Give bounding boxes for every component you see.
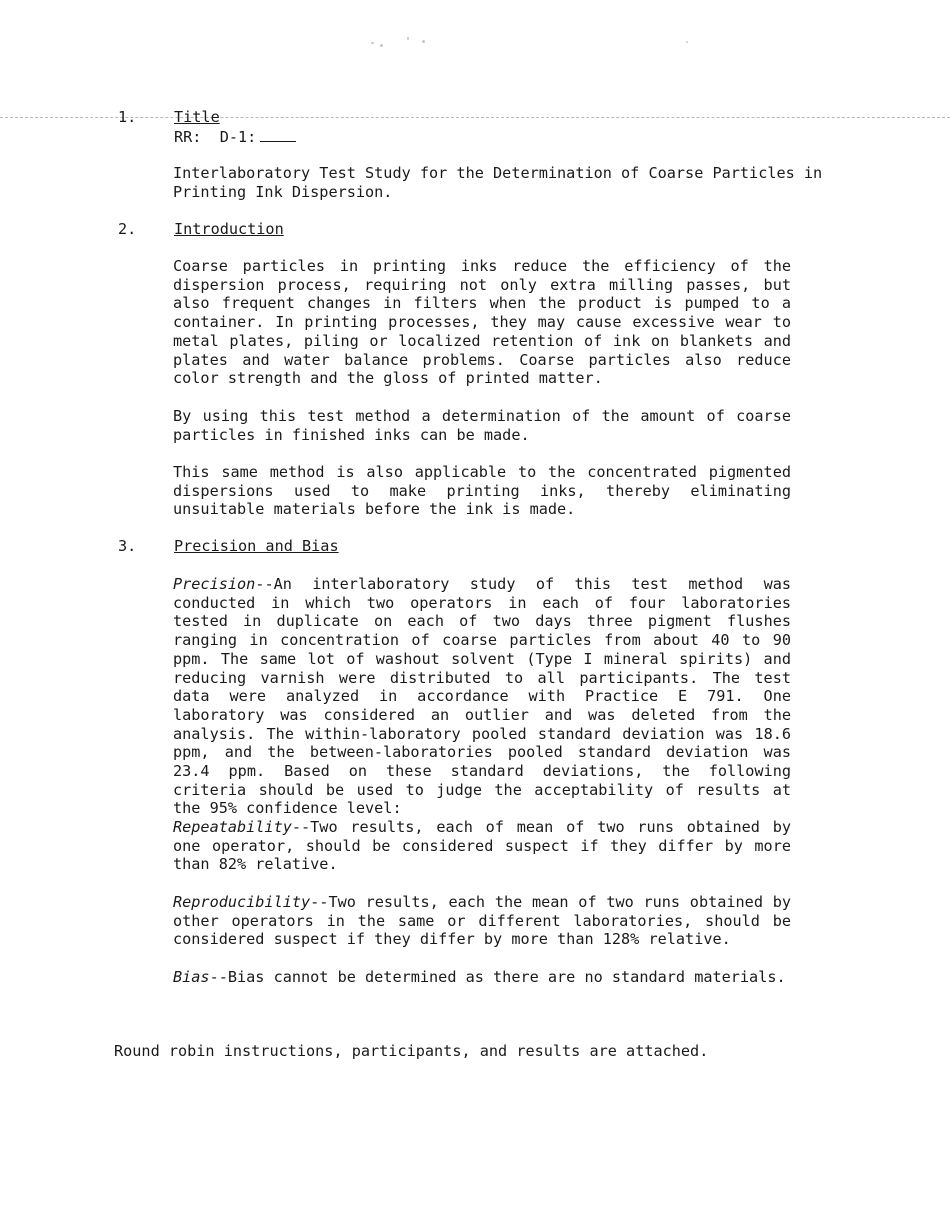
attachments-note: Round robin instructions, participants, and results are attached. (114, 1042, 709, 1060)
reproducibility-term: Reproducibility (173, 893, 311, 911)
repeatability-text: --Two results, each of mean of two runs obtained by one operator, should be considered suspect if they differ by more than 82% relative. (173, 818, 791, 874)
introduction-paragraph-2: By using this test method a determination of the amount of coarse particles in finished inks can be made. (173, 407, 791, 444)
scan-speck (371, 42, 374, 44)
bias-paragraph (173, 968, 853, 987)
section-3-number: 3. (118, 537, 137, 555)
scan-speck (686, 41, 688, 43)
rr-number-blank (260, 127, 296, 142)
title-paragraph: Interlaboratory Test Study for the Determination of Coarse Particles in Printing Ink Dispersion. (173, 164, 823, 201)
bias-term: Bias (173, 968, 210, 986)
scan-speck (380, 44, 383, 47)
rr-label: RR: D-1: (174, 128, 257, 146)
section-1-heading: Title (174, 108, 220, 126)
repeatability-paragraph (173, 818, 791, 874)
section-2-heading: Introduction (174, 220, 284, 238)
scan-rule-line (0, 117, 950, 118)
repeatability-term: Repeatability (173, 818, 292, 836)
introduction-paragraph-1: Coarse particles in printing inks reduce the efficiency of the dispersion process, requiring not only extra milling passes, but also frequent changes in filters when the product is pumped to a container. In printing processes, they may cause excessive wear to metal plates, piling or localized retention of ink on blankets and plates and water balance problems. Coarse particles also reduce color strength and the gloss of printed matter. (173, 257, 791, 388)
precision-paragraph (173, 575, 791, 818)
section-3-heading: Precision and Bias (174, 537, 339, 555)
section-1-number: 1. (118, 108, 137, 126)
precision-term: Precision (173, 575, 256, 593)
introduction-paragraph-3: This same method is also applicable to the concentrated pigmented dispersions used to make printing inks, thereby eliminating unsuitable materials before the ink is made. (173, 463, 791, 519)
precision-text: --An interlaboratory study of this test method was conducted in which two operators in each of four laboratories tested in duplicate on each of two days three pigment flushes ranging in concentration of coarse particles from about 40 to 90 ppm. The same lot of washout solvent (Type I mineral spirits) and reducing varnish were distributed to all participants. The test data were analyzed in accordance with Practice E 791. One laboratory was considered an outlier and was deleted from the analysis. The within-laboratory pooled standard deviation was 18.6 ppm, and the between-laboratories pooled standard deviation was 23.4 ppm. Based on these standard deviations, the following criteria should be used to judge the acceptability of results at the 95% confidence level: (173, 575, 791, 818)
scan-speck (422, 40, 425, 43)
rr-designation (174, 127, 296, 147)
section-2-number: 2. (118, 220, 137, 238)
reproducibility-text: --Two results, each the mean of two runs obtained by other operators in the same or different laboratories, should be considered suspect if they differ by more than 128% relative. (173, 893, 791, 949)
scan-speck (407, 37, 409, 40)
reproducibility-paragraph (173, 893, 791, 949)
bias-text: --Bias cannot be determined as there are no standard materials. (209, 968, 786, 986)
